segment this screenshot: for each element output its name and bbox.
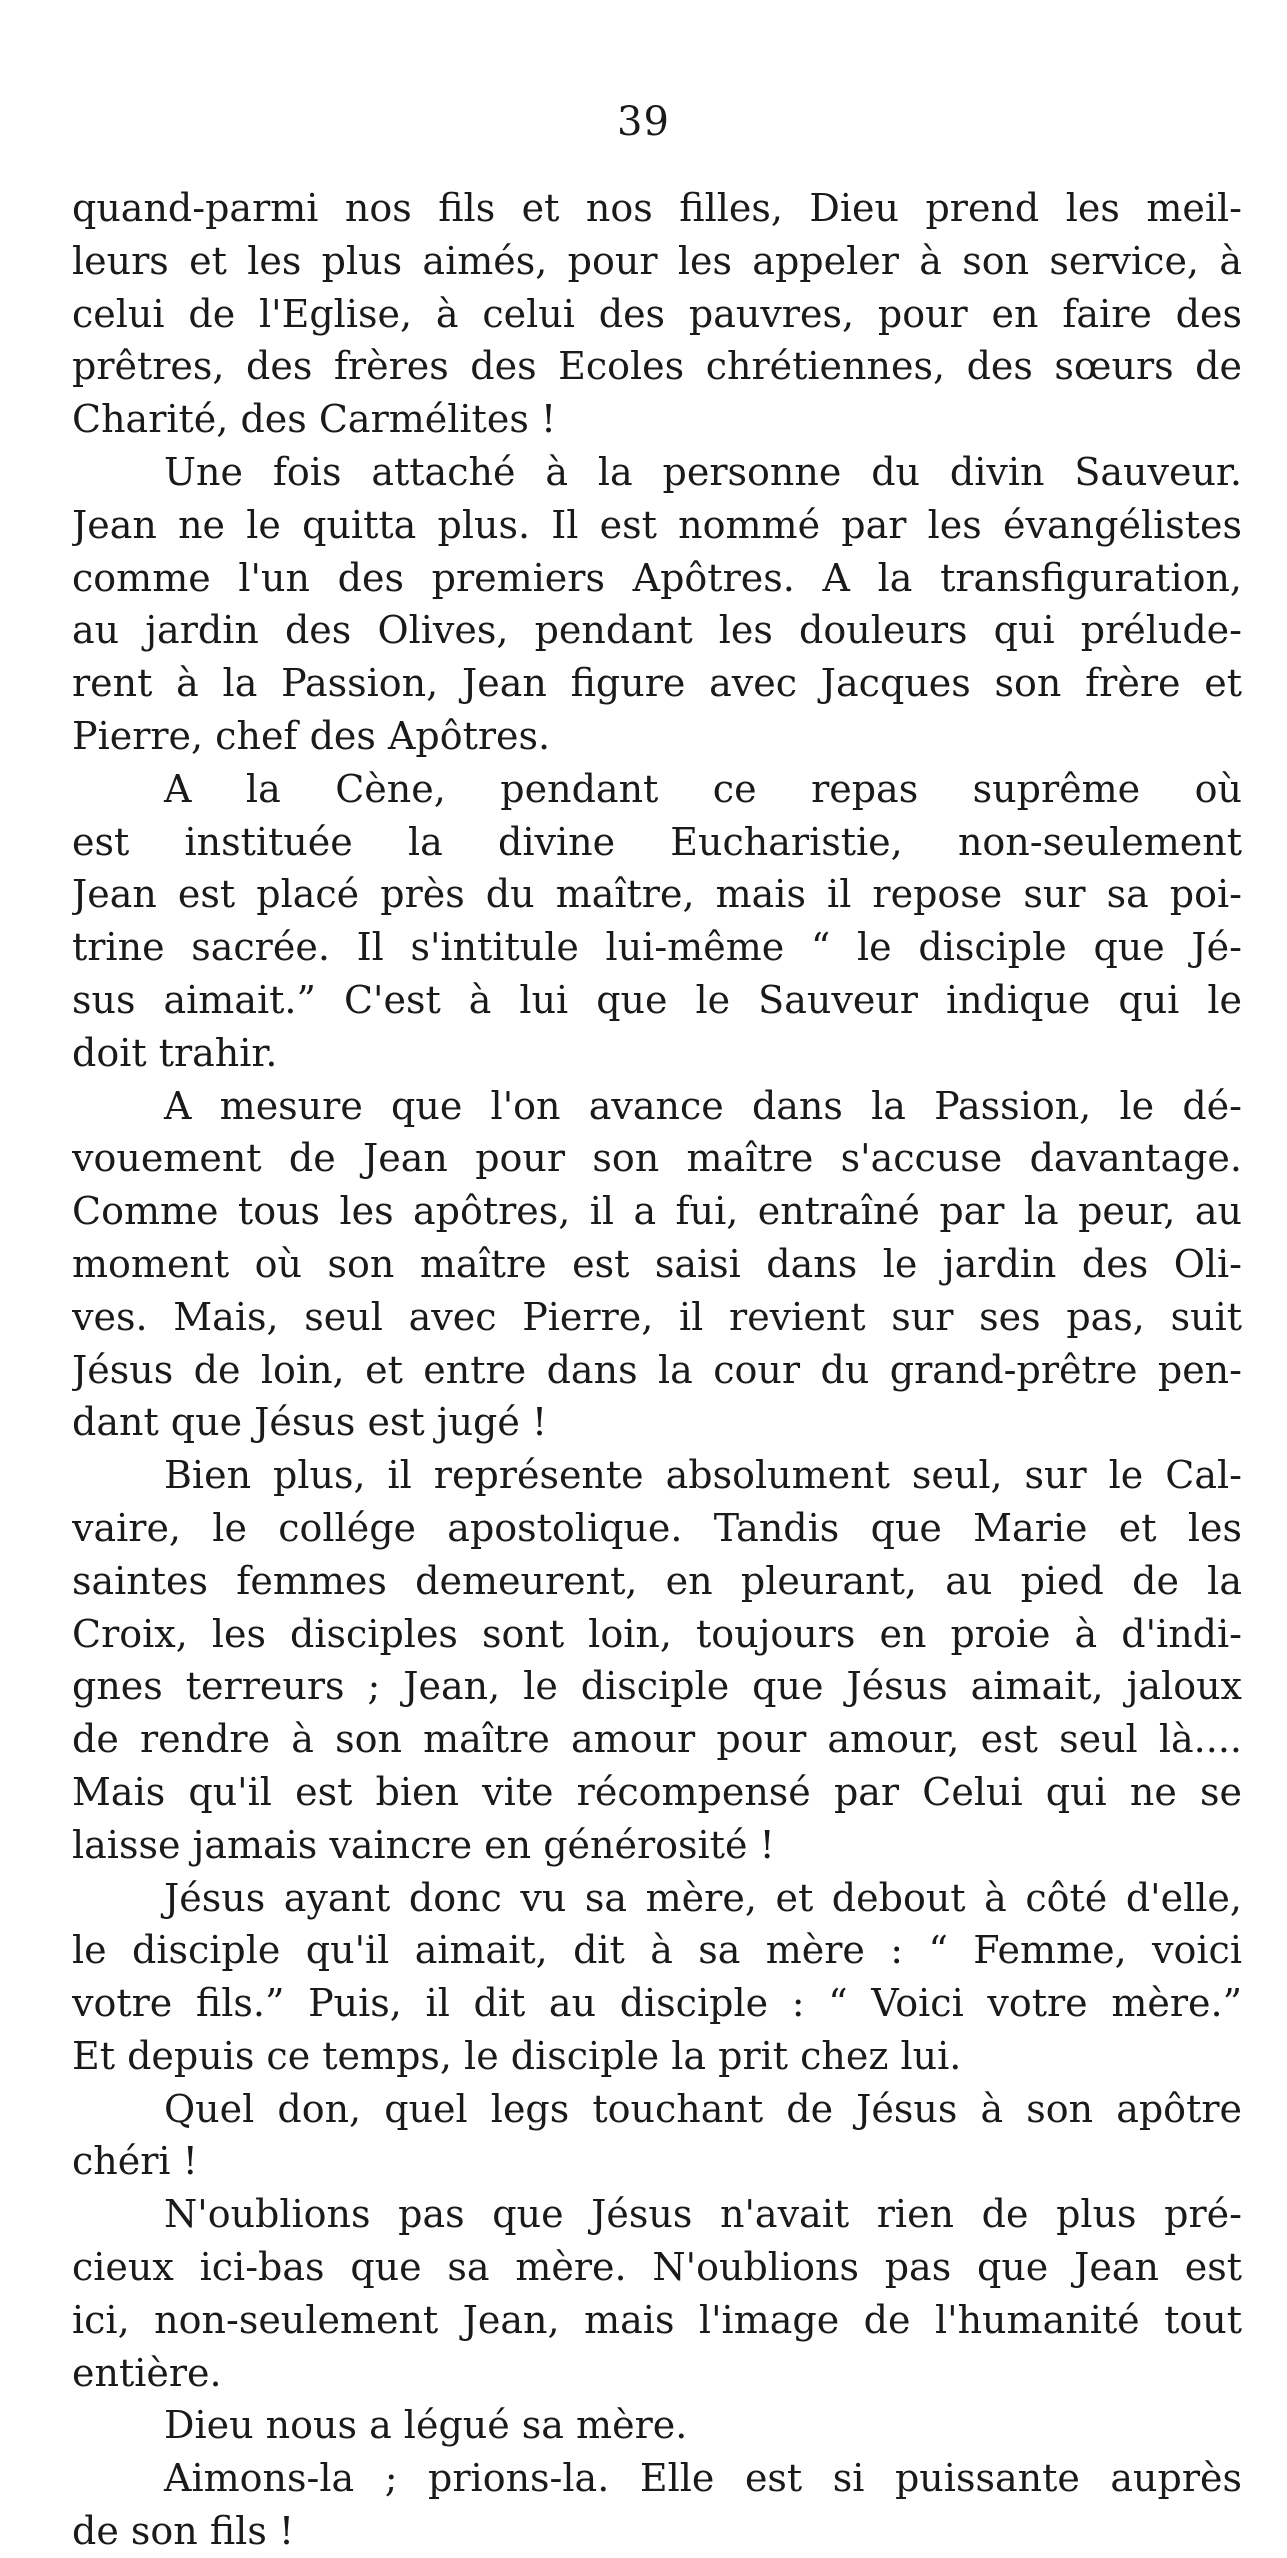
text-line: celui de l'Eglise, à celui des pauvres, pour en faire des xyxy=(72,291,1242,336)
text-line: entière. xyxy=(72,2350,222,2395)
text-line: moment où son maître est saisi dans le jardin des Oli- xyxy=(72,1241,1242,1286)
text-line: de son fils ! xyxy=(72,2509,295,2554)
text-line: trine sacrée. Il s'intitule lui-même “ le disciple que Jé- xyxy=(72,925,1242,970)
page-number: 39 xyxy=(617,99,670,145)
text-line: sus aimait.” C'est à lui que le Sauveur indique qui le xyxy=(72,977,1242,1022)
text-line: Jésus de loin, et entre dans la cour du grand-prêtre pen- xyxy=(72,1347,1242,1392)
text-line: saintes femmes demeurent, en pleurant, au pied de la xyxy=(72,1558,1242,1603)
text-line: prêtres, des frères des Ecoles chrétiennes, des sœurs de xyxy=(72,344,1242,389)
text-line: vaire, le collége apostolique. Tandis que Marie et les xyxy=(72,1505,1242,1550)
text-line: le disciple qu'il aimait, dit à sa mère : “ Femme, voici xyxy=(72,1928,1242,1973)
body-text xyxy=(72,182,1242,2558)
text-line: doit trahir. xyxy=(72,1030,278,1075)
text-line: est instituée la divine Eucharistie, non-seulement xyxy=(72,819,1242,864)
text-line: chéri ! xyxy=(72,2139,198,2184)
text-line: Dieu nous a légué sa mère. xyxy=(164,2403,688,2448)
text-line: Et depuis ce temps, le disciple la prit chez lui. xyxy=(72,2033,962,2078)
text-line: rent à la Passion, Jean figure avec Jacques son frère et xyxy=(72,661,1242,706)
text-line: laisse jamais vaincre en générosité ! xyxy=(72,1822,775,1867)
text-line: vouement de Jean pour son maître s'accuse davantage. xyxy=(72,1136,1242,1181)
text-line: Jean est placé près du maître, mais il repose sur sa poi- xyxy=(72,872,1242,917)
text-line: Jésus ayant donc vu sa mère, et debout à côté d'elle, xyxy=(164,1875,1242,1920)
text-line: Jean ne le quitta plus. Il est nommé par les évangélistes xyxy=(72,502,1242,547)
text-line: Comme tous les apôtres, il a fui, entraîné par la peur, au xyxy=(72,1189,1242,1234)
text-line: Aimons-la ; prions-la. Elle est si puissante auprès xyxy=(164,2456,1242,2501)
text-line: ves. Mais, seul avec Pierre, il revient sur ses pas, suit xyxy=(72,1294,1242,1339)
text-line: A mesure que l'on avance dans la Passion, le dé- xyxy=(164,1083,1242,1128)
text-line: comme l'un des premiers Apôtres. A la transfiguration, xyxy=(72,555,1242,600)
text-line: Une fois attaché à la personne du divin Sauveur. xyxy=(164,449,1242,494)
text-line: Pierre, chef des Apôtres. xyxy=(72,713,551,758)
text-line: au jardin des Olives, pendant les douleurs qui prélude- xyxy=(72,608,1242,653)
text-line: gnes terreurs ; Jean, le disciple que Jésus aimait, jaloux xyxy=(72,1664,1242,1709)
text-line: ici, non-seulement Jean, mais l'image de l'humanité tout xyxy=(72,2297,1242,2342)
text-line: Mais qu'il est bien vite récompensé par Celui qui ne se xyxy=(72,1769,1242,1814)
text-line: Quel don, quel legs touchant de Jésus à son apôtre xyxy=(164,2086,1242,2131)
text-line: votre fils.” Puis, il dit au disciple : “ Voici votre mère.” xyxy=(72,1981,1242,2026)
text-line: N'oublions pas que Jésus n'avait rien de plus pré- xyxy=(164,2192,1242,2237)
text-line: dant que Jésus est jugé ! xyxy=(72,1400,548,1445)
text-line: Croix, les disciples sont loin, toujours en proie à d'indi- xyxy=(72,1611,1242,1656)
text-line: Charité, des Carmélites ! xyxy=(72,397,557,442)
text-line: Bien plus, il représente absolument seul, sur le Cal- xyxy=(164,1453,1242,1498)
text-line: cieux ici-bas que sa mère. N'oublions pas que Jean est xyxy=(72,2245,1242,2290)
text-line: de rendre à son maître amour pour amour, est seul là.... xyxy=(72,1717,1242,1762)
text-line: quand-parmi nos fils et nos filles, Dieu prend les meil- xyxy=(72,186,1242,230)
text-line: leurs et les plus aimés, pour les appeler à son service, à xyxy=(72,238,1242,283)
text-line: A la Cène, pendant ce repas suprême où xyxy=(164,766,1242,811)
